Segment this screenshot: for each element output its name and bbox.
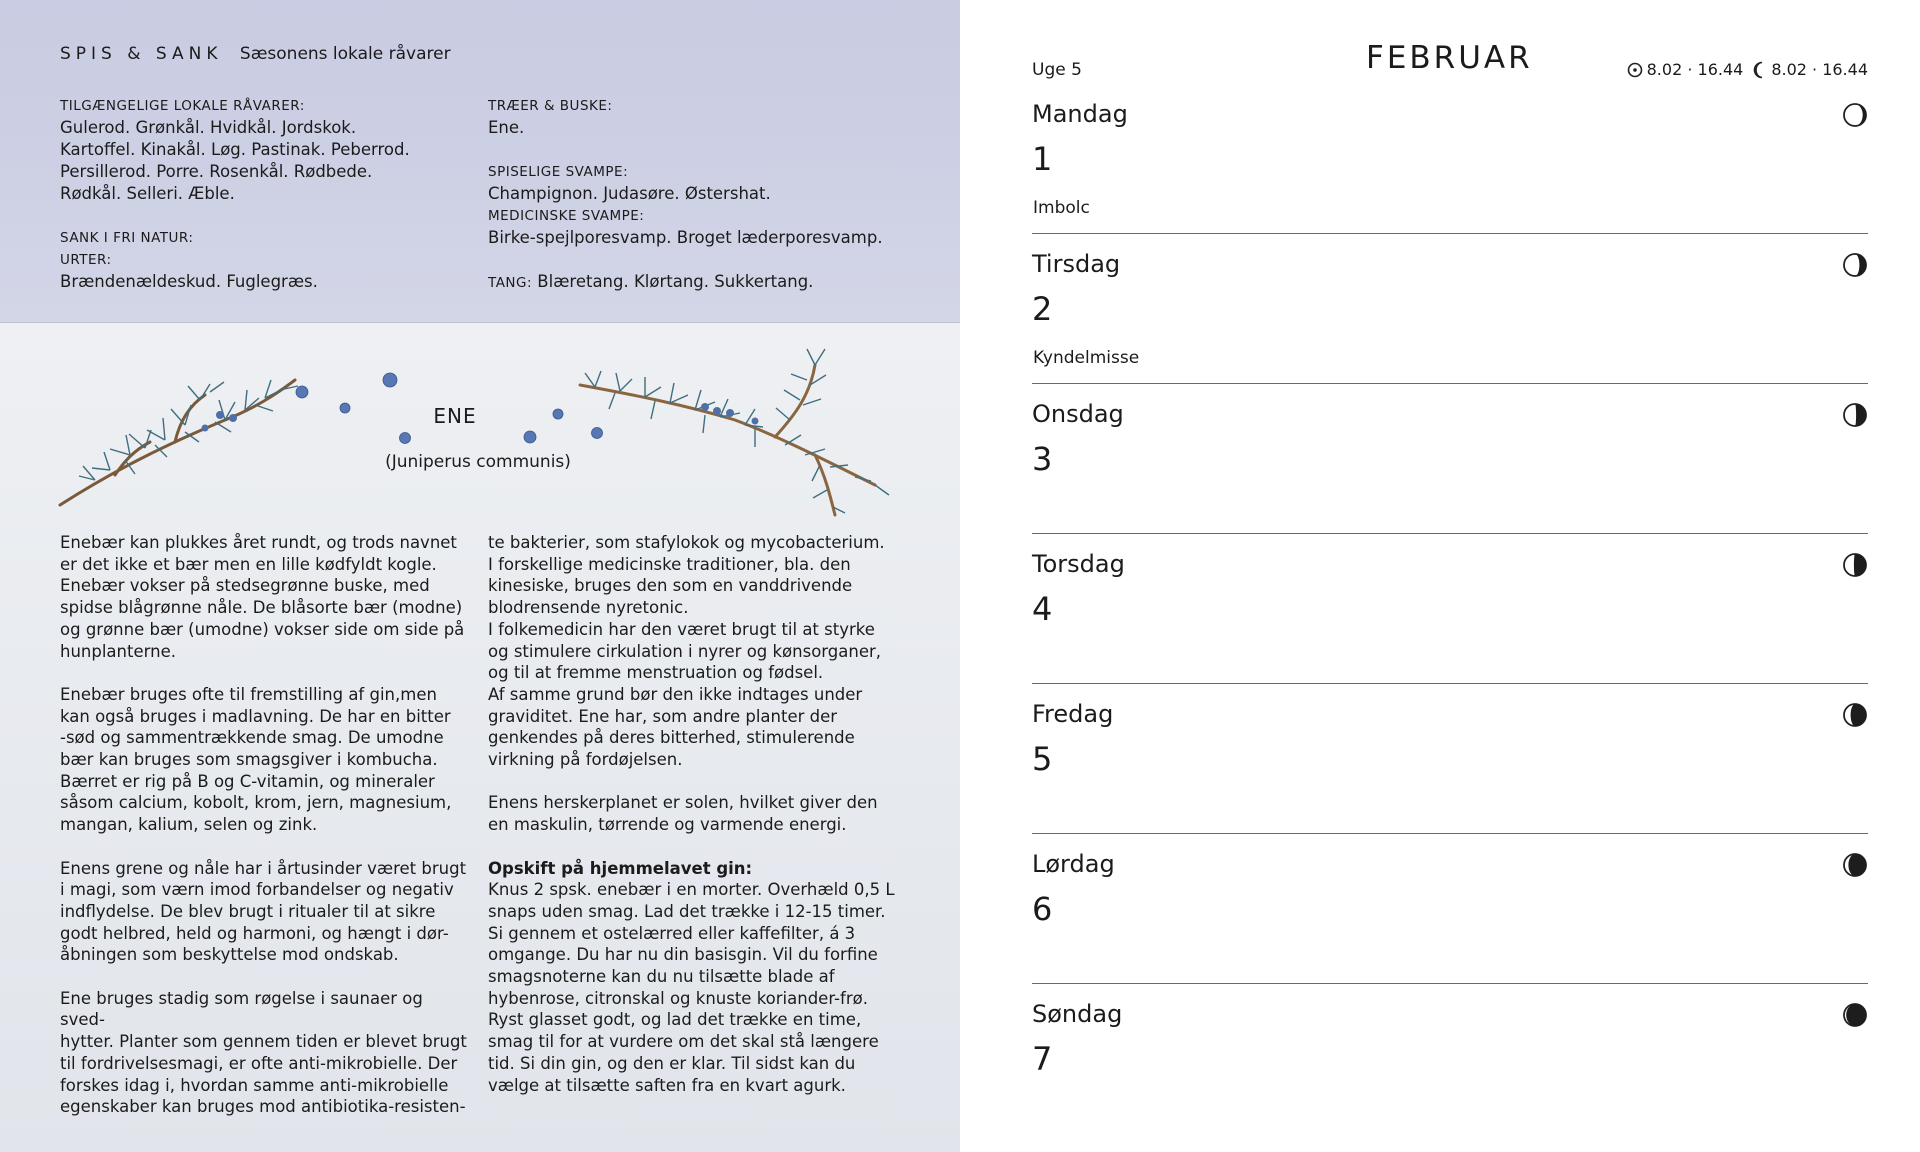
seaweed-label: TANG: bbox=[488, 275, 533, 291]
moon-phase-icon bbox=[1842, 252, 1868, 278]
header-subtitle: Sæsonens lokale råvarer bbox=[239, 44, 451, 64]
month-title: FEBRUAR bbox=[1366, 40, 1533, 76]
day-name: Fredag bbox=[1032, 700, 1114, 728]
day-divider bbox=[1032, 383, 1868, 384]
day-row[interactable] bbox=[1032, 550, 1868, 690]
trees-label: TRÆER & BUSKE: bbox=[488, 98, 613, 114]
day-row[interactable] bbox=[1032, 250, 1868, 390]
moon-icon bbox=[1751, 61, 1767, 79]
sun-times: 8.02 · 16.44 bbox=[1646, 60, 1744, 79]
wild-label: SANK I FRI NATUR: bbox=[60, 230, 194, 246]
day-name: Onsdag bbox=[1032, 400, 1124, 428]
week-indicator bbox=[1032, 60, 1082, 80]
day-row[interactable] bbox=[1032, 100, 1868, 240]
herbs-value: Brændenældeskud. Fuglegræs. bbox=[60, 272, 318, 291]
page-header bbox=[60, 44, 451, 64]
article-column-2-text: te bakterier, som stafylokok og mycobacterium. I forskellige medicinske traditioner, bla. den kinesiske, bruges den som en vanddrivende blodrensende nyretonic. I folkemedicin har den været brugt til at styrke og stimulere cirkulation i nyrer og kønsorganer, og til at fremme menstruation og fødsel. Af samme grund bør den ikke indtages under graviditet. Ene har, som andre planter der genkendes på deres bitterhed, stimulerende virkning på fordøjelsen. Enens herskerplanet er solen, hvilket giver den en maskulin, tørrende og varmende energi. bbox=[488, 533, 885, 835]
sun-icon bbox=[1627, 62, 1643, 78]
day-row[interactable] bbox=[1032, 400, 1868, 540]
left-page: SPIS & SANK Sæsonens lokale råvarer TILGÆNGELIGE LOKALE RÅVARER: Gulerod. Grønkål. Hvidkål. Jordskok. Kartoffel. Kinakål. Løg. Pastinak. Peberrod. Persillerod. Porre. Rosenkål. Rødbede. Rødkål. Selleri. Æble. SANK I FRI NATUR: URTER: Brændenældeskud. Fuglegræs. TRÆER & BUSKE: Ene. SPISELIGE SVAMPE: Champignon. Judasøre. Østershat. MEDICINSKE SVAMPE: Birke-spejlporesvamp. Broget læderporesvamp. TANG: Blæretang. Klørtang. Sukkertang. ENE (Juniperus communis) Enebær kan plukkes året rundt, og trods navnet er det ikke et bær men en lille kødfyldt kogle. Enebær vokser på stedsegrønne buske, med spidse blågrønne nåle. De blåsorte bær (modne) og grønne bær (umodne) vokser side om side på hunplanterne. Enebær bruges ofte til fremstilling af gin,men kan også bruges i madlavning. De har en bitter -sød og sammentrækkende smag. De umodne bær kan bruges som smagsgiver i kombucha. Bærret er rig på B og C-vitamin, og mineraler såsom calcium, kobolt, krom, jern, magnesium, mangan, kalium, selen og zink. Enens grene og nåle har i årtusinder været brugt i magi, som værn imod forbandelser og negativ indflydelse. De blev brugt i ritualer til at sikre godt helbred, held og harmoni, og hængt i dør- åbningen som beskyttelse mod ondskab. Ene bruges stadig som røgelse i saunaer og sved- hytter. Planter som gennem tiden er blevet brugt til fordrivelsesmagi, er ofte anti-mikrobielle. Der forskes idag i, hvordan samme anti-mikrobielle egenskaber kan bruges mod antibiotika-resisten- te bakterier, som stafylokok og mycobacterium. I forskellige medicinske traditioner, bla. den kinesiske, bruges den som en vanddrivende blodrensende nyretonic. I folkemedicin har den været brugt til at styrke og stimulere cirkulation i nyrer og kønsorganer, og til at fremme menstruation og fødsel. Af samme grund bør den ikke indtages under graviditet. Ene har, som andre planter der genkendes på deres bitterhed, stimulerende virkning på fordøjelsen. Enens herskerplanet er solen, hvilket giver den en maskulin, tørrende og varmende energi. Opskift på hjemmelavet gin: Knus 2 spsk. enebær i en morter. Overhæld 0,5 L snaps uden smag. Lad det trække i 12-15 timer. Si gennem et ostelærred eller kaffefilter, á 3 omgange. Du har nu din basisgin. Vil du forfine smagsnoterne kan du nu tilsætte blade af hybenrose, citronskal og knuste koriander-frø. Ryst glasset godt, og lad det trække en time, smag til for at vurdere om det skal stå længere tid. Si din gin, og den er klar. Til sidst kan du vælge at tilsætte saften fra en kvart agurk. bbox=[0, 0, 960, 1152]
day-divider bbox=[1032, 833, 1868, 834]
available-label: TILGÆNGELIGE LOKALE RÅVARER: bbox=[60, 98, 305, 114]
moon-phase-icon bbox=[1842, 852, 1868, 878]
herbs-label: URTER: bbox=[60, 252, 112, 268]
article-column-1: Enebær kan plukkes året rundt, og trods navnet er det ikke et bær men en lille kødfyldt kogle. Enebær vokser på stedsegrønne buske, med spidse blågrønne nåle. De blåsorte bær (modne) og grønne bær (umodne) vokser side om side på hunplanterne. Enebær bruges ofte til fremstilling af gin,men kan også bruges i madlavning. De har en bitter -sød og sammentrækkende smag. De umodne bær kan bruges som smagsgiver i kombucha. Bærret er rig på B og C-vitamin, og mineraler såsom calcium, kobolt, krom, jern, magnesium, mangan, kalium, selen og zink. Enens grene og nåle har i årtusinder været brugt i magi, som værn imod forbandelser og negativ indflydelse. De blev brugt i ritualer til at sikre godt helbred, held og harmoni, og hængt i dør- åbningen som beskyttelse mod ondskab. Ene bruges stadig som røgelse i saunaer og sved- hytter. Planter som gennem tiden er blevet brugt til fordrivelsesmagi, er ofte anti-mikrobielle. Der forskes idag i, hvordan samme anti-mikrobielle egenskaber kan bruges mod antibiotika-resisten- bbox=[60, 533, 467, 1117]
trees-value: Ene. bbox=[488, 118, 525, 137]
recipe-text: Knus 2 spsk. enebær i en morter. Overhæld 0,5 L snaps uden smag. Lad det trække i 12-15 timer. Si gennem et ostelærred eller kaffefilter, á 3 omgange. Du har nu din basisgin. Vil du forfine smagsnoterne kan du nu tilsætte blade af hybenrose, citronskal og knuste koriander-frø. Ryst glasset godt, og lad det trække en time, smag til for at vurdere om det skal stå længere tid. Si din gin, og den er klar. Til sidst kan du vælge at tilsætte saften fra en kvart agurk. bbox=[488, 880, 895, 1095]
medicinal-mushrooms-label: MEDICINSKE SVAMPE: bbox=[488, 208, 645, 224]
available-line: Kartoffel. Kinakål. Løg. Pastinak. Peberrod. bbox=[60, 140, 410, 159]
day-row[interactable] bbox=[1032, 700, 1868, 840]
day-number: 6 bbox=[1032, 890, 1053, 928]
moon-times: 8.02 · 16.44 bbox=[1771, 60, 1868, 79]
week-label: Uge bbox=[1032, 60, 1066, 80]
available-line: Gulerod. Grønkål. Hvidkål. Jordskok. bbox=[60, 118, 357, 137]
day-name: Lørdag bbox=[1032, 850, 1115, 878]
day-divider bbox=[1032, 533, 1868, 534]
day-name: Mandag bbox=[1032, 100, 1128, 128]
moon-phase-icon bbox=[1842, 552, 1868, 578]
juniper-branch-left-illustration bbox=[55, 350, 305, 510]
sun-moon-times bbox=[1627, 60, 1868, 79]
produce-column-left bbox=[60, 95, 460, 293]
edible-mushrooms-label: SPISELIGE SVAMPE: bbox=[488, 164, 629, 180]
juniper-branch-right-illustration bbox=[575, 325, 900, 525]
moon-phase-icon bbox=[1842, 702, 1868, 728]
day-note: Kyndelmisse bbox=[1033, 348, 1140, 368]
recipe-title: Opskift på hjemmelavet gin: bbox=[488, 858, 753, 878]
day-note: Imbolc bbox=[1033, 198, 1090, 218]
day-number: 3 bbox=[1032, 440, 1053, 478]
day-name: Torsdag bbox=[1032, 550, 1125, 578]
day-row[interactable] bbox=[1032, 1000, 1868, 1140]
day-name: Søndag bbox=[1032, 1000, 1123, 1028]
day-number: 2 bbox=[1032, 290, 1053, 328]
edible-mushrooms-value: Champignon. Judasøre. Østershat. bbox=[488, 184, 771, 203]
day-divider bbox=[1032, 683, 1868, 684]
seaweed-value: Blæretang. Klørtang. Sukkertang. bbox=[537, 272, 814, 291]
day-row[interactable] bbox=[1032, 850, 1868, 990]
day-number: 5 bbox=[1032, 740, 1053, 778]
moon-phase-icon bbox=[1842, 1002, 1868, 1028]
day-divider bbox=[1032, 983, 1868, 984]
available-line: Rødkål. Selleri. Æble. bbox=[60, 184, 235, 203]
produce-column-right bbox=[488, 95, 928, 294]
day-divider bbox=[1032, 233, 1868, 234]
day-number: 4 bbox=[1032, 590, 1053, 628]
article-column-2 bbox=[488, 532, 908, 1096]
available-line: Persillerod. Porre. Rosenkål. Rødbede. bbox=[60, 162, 373, 181]
medicinal-mushrooms-value: Birke-spejlporesvamp. Broget læderporesvamp. bbox=[488, 228, 883, 247]
day-number: 1 bbox=[1032, 140, 1053, 178]
moon-phase-icon bbox=[1842, 402, 1868, 428]
day-name: Tirsdag bbox=[1032, 250, 1121, 278]
brand-title: SPIS & SANK bbox=[60, 44, 223, 64]
day-number: 7 bbox=[1032, 1040, 1053, 1078]
week-number: 5 bbox=[1071, 60, 1082, 80]
moon-phase-icon bbox=[1842, 102, 1868, 128]
